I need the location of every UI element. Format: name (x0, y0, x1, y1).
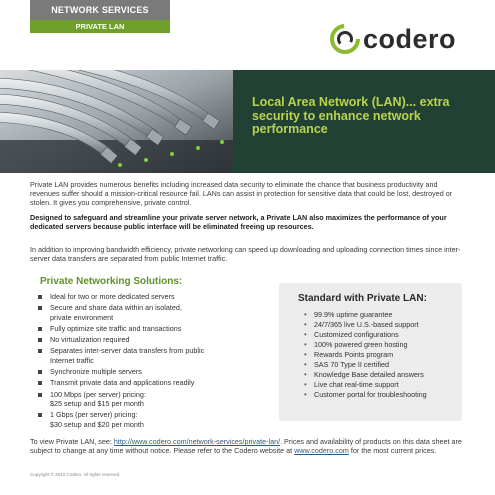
copyright-notice: Copyright © 2010 Codero. All rights reserved. (30, 472, 121, 477)
list-item-line: Transmit private data and applications readily (50, 378, 195, 388)
list-item-line: 1 Gbps (per server) pricing: (50, 410, 138, 420)
list-item: • Live chat real-time support (302, 380, 462, 390)
list-item-line: 100 Mbps (per server) pricing: (50, 389, 146, 399)
list-item-line: Separates inter-server data transfers from public (50, 346, 205, 356)
list-item-line: Fully optimize site traffic and transactions (50, 323, 182, 333)
standard-features-list (302, 310, 462, 400)
list-item: • SAS 70 Type II certified (302, 360, 462, 370)
footer-prefix: To view Private LAN, see: (30, 437, 114, 446)
standard-features-heading: Standard with Private LAN: (298, 293, 427, 304)
subsection-tab-private-lan: PRIVATE LAN (30, 20, 170, 33)
list-item-line-2: $30 setup and $20 per month (50, 419, 144, 429)
list-item (36, 335, 276, 345)
list-item-line: Secure and share data within an isolated, (50, 303, 182, 313)
list-item: • Customer portal for troubleshooting (302, 390, 462, 400)
list-item-line-2: Internet traffic (50, 355, 94, 365)
list-item (36, 324, 276, 334)
list-item: • 99.9% uptime guarantee (302, 310, 462, 320)
list-item (36, 410, 276, 429)
list-item (36, 346, 276, 365)
list-item: • Rewards Points program (302, 350, 462, 360)
logo-wordmark: codero (363, 23, 457, 54)
private-lan-link[interactable]: http://www.codero.com/network-services/private-lan/ (113, 437, 281, 446)
solutions-heading: Private Networking Solutions: (40, 276, 183, 287)
list-item: • Knowledge Base detailed answers (302, 370, 462, 380)
codero-site-link[interactable]: www.codero.com (294, 446, 349, 455)
list-item-line-2: $25 setup and $15 per month (50, 399, 144, 409)
list-item (36, 378, 276, 388)
list-item-line: No virtualization required (50, 335, 130, 345)
list-item: • 100% powered green hosting (302, 340, 462, 350)
network-cables-photo (0, 70, 233, 173)
list-item-line: Synchronize multiple servers (50, 367, 142, 377)
intro-paragraph-1: Private LAN provides numerous benefits including increased data security to eliminate the chance that business productivity and revenues suffer should a mission-critical resource fail. LANs can assist in protection for sensitive data that could be lost, destroyed or stolen. It gives you comprehensive, private control. (30, 180, 453, 207)
codero-logo (330, 22, 456, 56)
banner-headline: Local Area Network (LAN)... extra security to enhance network performance (252, 95, 450, 136)
list-item-line: Ideal for two or more dedicated servers (50, 292, 175, 301)
list-item (36, 390, 276, 409)
list-item-line-2: private environment (50, 312, 114, 322)
footer-suffix: for the most current prices. (348, 446, 437, 455)
intro-paragraph-3: In addition to improving bandwidth efficiency, private networking can speed up downloading and uploading connection times since inter-server data transfers are separated from public Internet traffic. (30, 245, 461, 263)
list-item (36, 367, 276, 377)
footer-note (30, 437, 467, 455)
solutions-list (36, 292, 276, 431)
footer-middle: . Prices and availability of products on this data sheet are subject to change at any time without notice. Please refer to the Codero website at (30, 437, 462, 455)
list-item: • Customized configurations (302, 330, 462, 340)
codero-swirl-logo-icon (330, 24, 360, 54)
list-item (36, 292, 276, 302)
section-tab-network-services: NETWORK SERVICES (30, 0, 170, 20)
intro-paragraph-2: Designed to safeguard and streamline your private server network, a Private LAN also maximizes the performance of your dedicated servers because public interface will be eliminated freeing up resources. (30, 213, 447, 231)
list-item (36, 303, 276, 322)
list-item: • 24/7/365 live U.S.-based support (302, 320, 462, 330)
